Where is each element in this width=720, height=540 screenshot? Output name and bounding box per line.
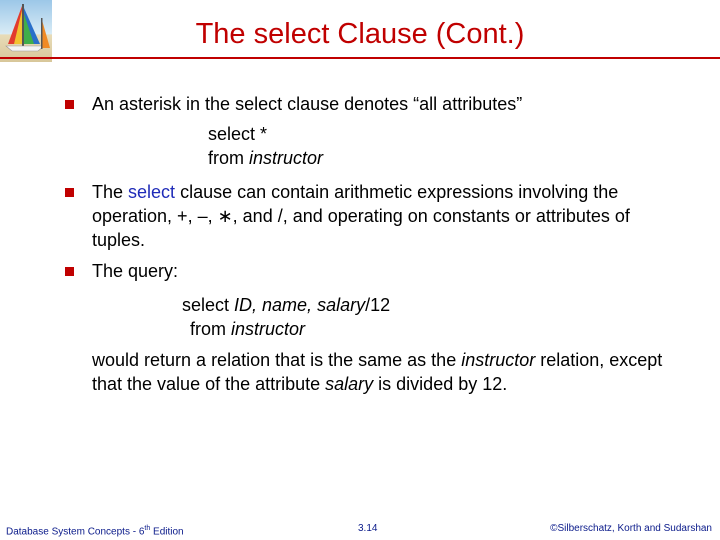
footer-title-main: Database System Concepts - 6 <box>6 526 145 538</box>
para-part-3: is divided by 12. <box>373 374 508 394</box>
select-star: * <box>255 124 268 144</box>
code-line-from-2 <box>190 317 305 341</box>
bullet-text <box>92 180 682 252</box>
table-name: instructor <box>249 148 324 168</box>
select-division: /12 <box>365 295 391 315</box>
bullet-text-pre: The <box>92 182 129 202</box>
from-keyword: from <box>208 148 244 168</box>
select-keyword: select <box>182 295 230 315</box>
select-keyword-highlight: select <box>128 182 176 202</box>
table-name: instructor <box>231 319 306 339</box>
bullet-square-icon <box>65 267 74 276</box>
bullet-text: An asterisk in the select clause denotes “all attributes” <box>92 94 523 114</box>
select-keyword: select <box>208 124 256 144</box>
footer-edition-sup: th <box>144 525 151 532</box>
code-line-select <box>208 122 267 146</box>
code-line-select-2 <box>182 293 390 317</box>
para-part-2: relation, except that the value of the attribute <box>92 350 663 394</box>
bullet-text-post: clause can contain arithmetic expressions involving the operation, +, –, ∗, and /, and operating on constants or attributes of tuples. <box>92 182 630 250</box>
footer-title-end: Edition <box>150 526 184 538</box>
footer-copyright: ©Silberschatz, Korth and Sudarshan <box>550 523 712 534</box>
para-salary: salary <box>325 374 374 394</box>
code-line-from <box>208 146 323 170</box>
title-divider <box>0 57 720 59</box>
para-part-1: would return a relation that is the same as the <box>92 350 462 370</box>
select-attributes: ID, name, salary <box>229 295 366 315</box>
from-keyword: from <box>190 319 226 339</box>
bullet-text: The query: <box>92 261 179 281</box>
footer-book-title <box>6 523 184 538</box>
para-instructor: instructor <box>461 350 536 370</box>
explanation-paragraph <box>92 348 692 396</box>
footer-slide-number: 3.14 <box>358 523 378 534</box>
bullet-square-icon <box>65 188 74 197</box>
bullet-square-icon <box>65 100 74 109</box>
slide-title: The select Clause (Cont.) <box>195 18 525 50</box>
